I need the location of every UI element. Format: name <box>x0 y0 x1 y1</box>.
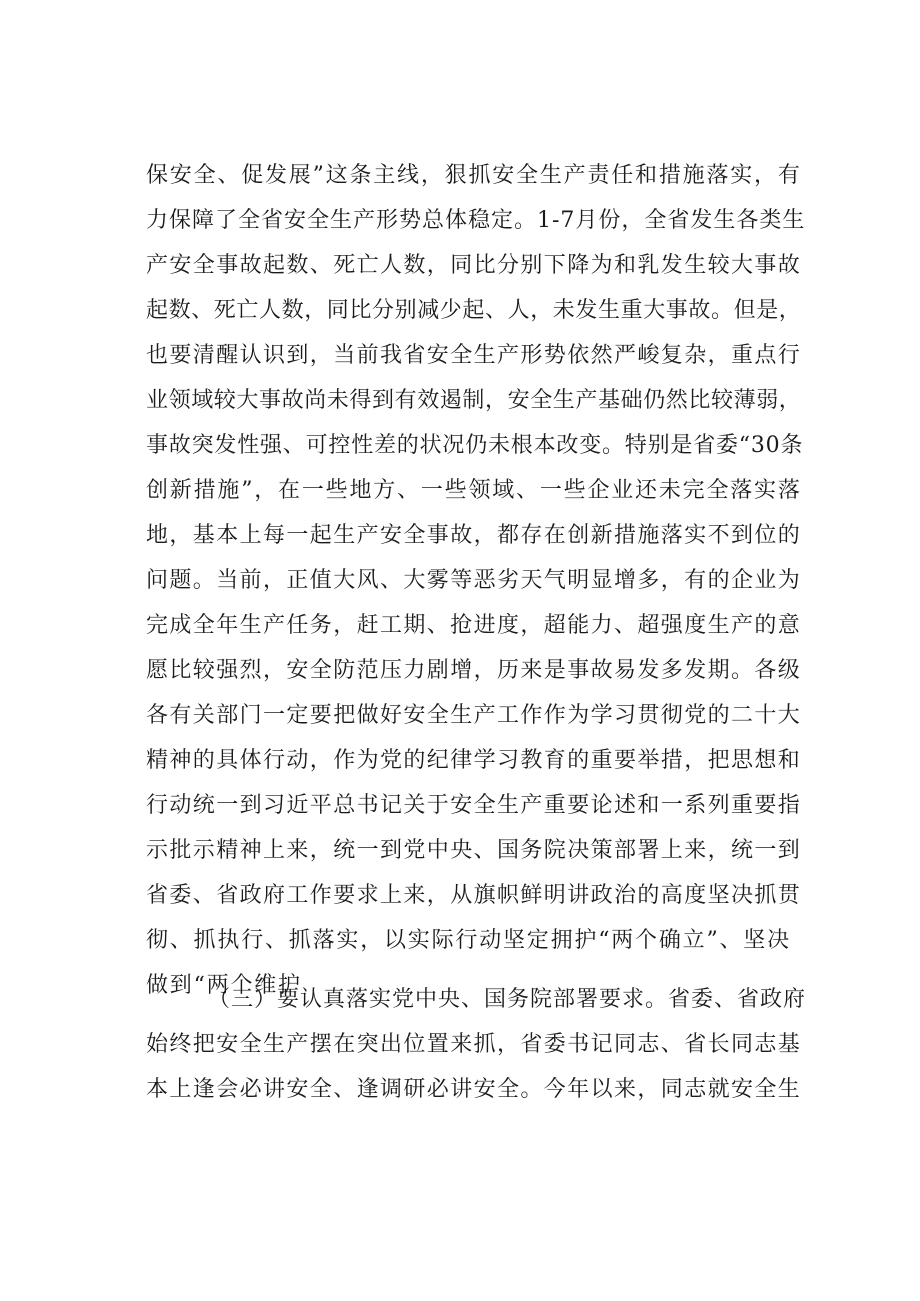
text-line: 保安全、促发展”这条主线，狠抓安全生产责任和措施落实，有 <box>146 163 802 188</box>
text-line: 始终把安全生产摆在突出位置来抓，省委书记同志、省长同志基 <box>146 1032 802 1057</box>
text-line: 本上逢会必讲安全、逢调研必讲安全。今年以来，同志就安全生 <box>146 1077 802 1102</box>
text-line: 省委、省政府工作要求上来，从旗帜鲜明讲政治的高度坚决抓贯 <box>146 883 802 908</box>
section-heading-line: （三）要认真落实党中央、国务院部署要求。省委、省政府 <box>208 987 807 1012</box>
text-line: 创新措施”，在一些地方、一些领域、一些企业还未完全落实落 <box>146 478 802 503</box>
text-line: 业领域较大事故尚未得到有效遏制，安全生产基础仍然比较薄弱， <box>146 388 802 413</box>
text-line: 力保障了全省安全生产形势总体稳定。1-7月份，全省发生各类生 <box>146 208 806 233</box>
text-line: 问题。当前，正值大风、大雾等恶劣天气明显增多，有的企业为 <box>146 568 802 593</box>
text-line: 事故突发性强、可控性差的状况仍未根本改变。特别是省委“30条 <box>146 433 804 458</box>
text-line: 彻、抓执行、抓落实，以实际行动坚定拥护“两个确立”、坚决 <box>146 928 791 953</box>
text-line: 愿比较强烈，安全防范压力剧增，历来是事故易发多发期。各级 <box>146 658 802 683</box>
text-line: 也要清醒认识到，当前我省安全生产形势依然严峻复杂，重点行 <box>146 343 802 368</box>
text-line: 完成全年生产任务，赶工期、抢进度，超能力、超强度生产的意 <box>146 613 802 638</box>
text-line: 产安全事故起数、死亡人数，同比分别下降为和乳发生较大事故 <box>146 253 802 278</box>
text-line: 示批示精神上来，统一到党中央、国务院决策部署上来，统一到 <box>146 838 802 863</box>
text-line: 做到“两个维护 <box>146 973 302 998</box>
text-line: 起数、死亡人数，同比分别减少起、人，未发生重大事故。但是， <box>146 298 802 323</box>
text-line: 精神的具体行动，作为党的纪律学习教育的重要举措，把思想和 <box>146 748 802 773</box>
text-line: 地，基本上每一起生产安全事故，都存在创新措施落实不到位的 <box>146 523 802 548</box>
text-line: 行动统一到习近平总书记关于安全生产重要论述和一系列重要指 <box>146 793 802 818</box>
text-line: 各有关部门一定要把做好安全生产工作作为学习贯彻党的二十大 <box>146 703 802 728</box>
